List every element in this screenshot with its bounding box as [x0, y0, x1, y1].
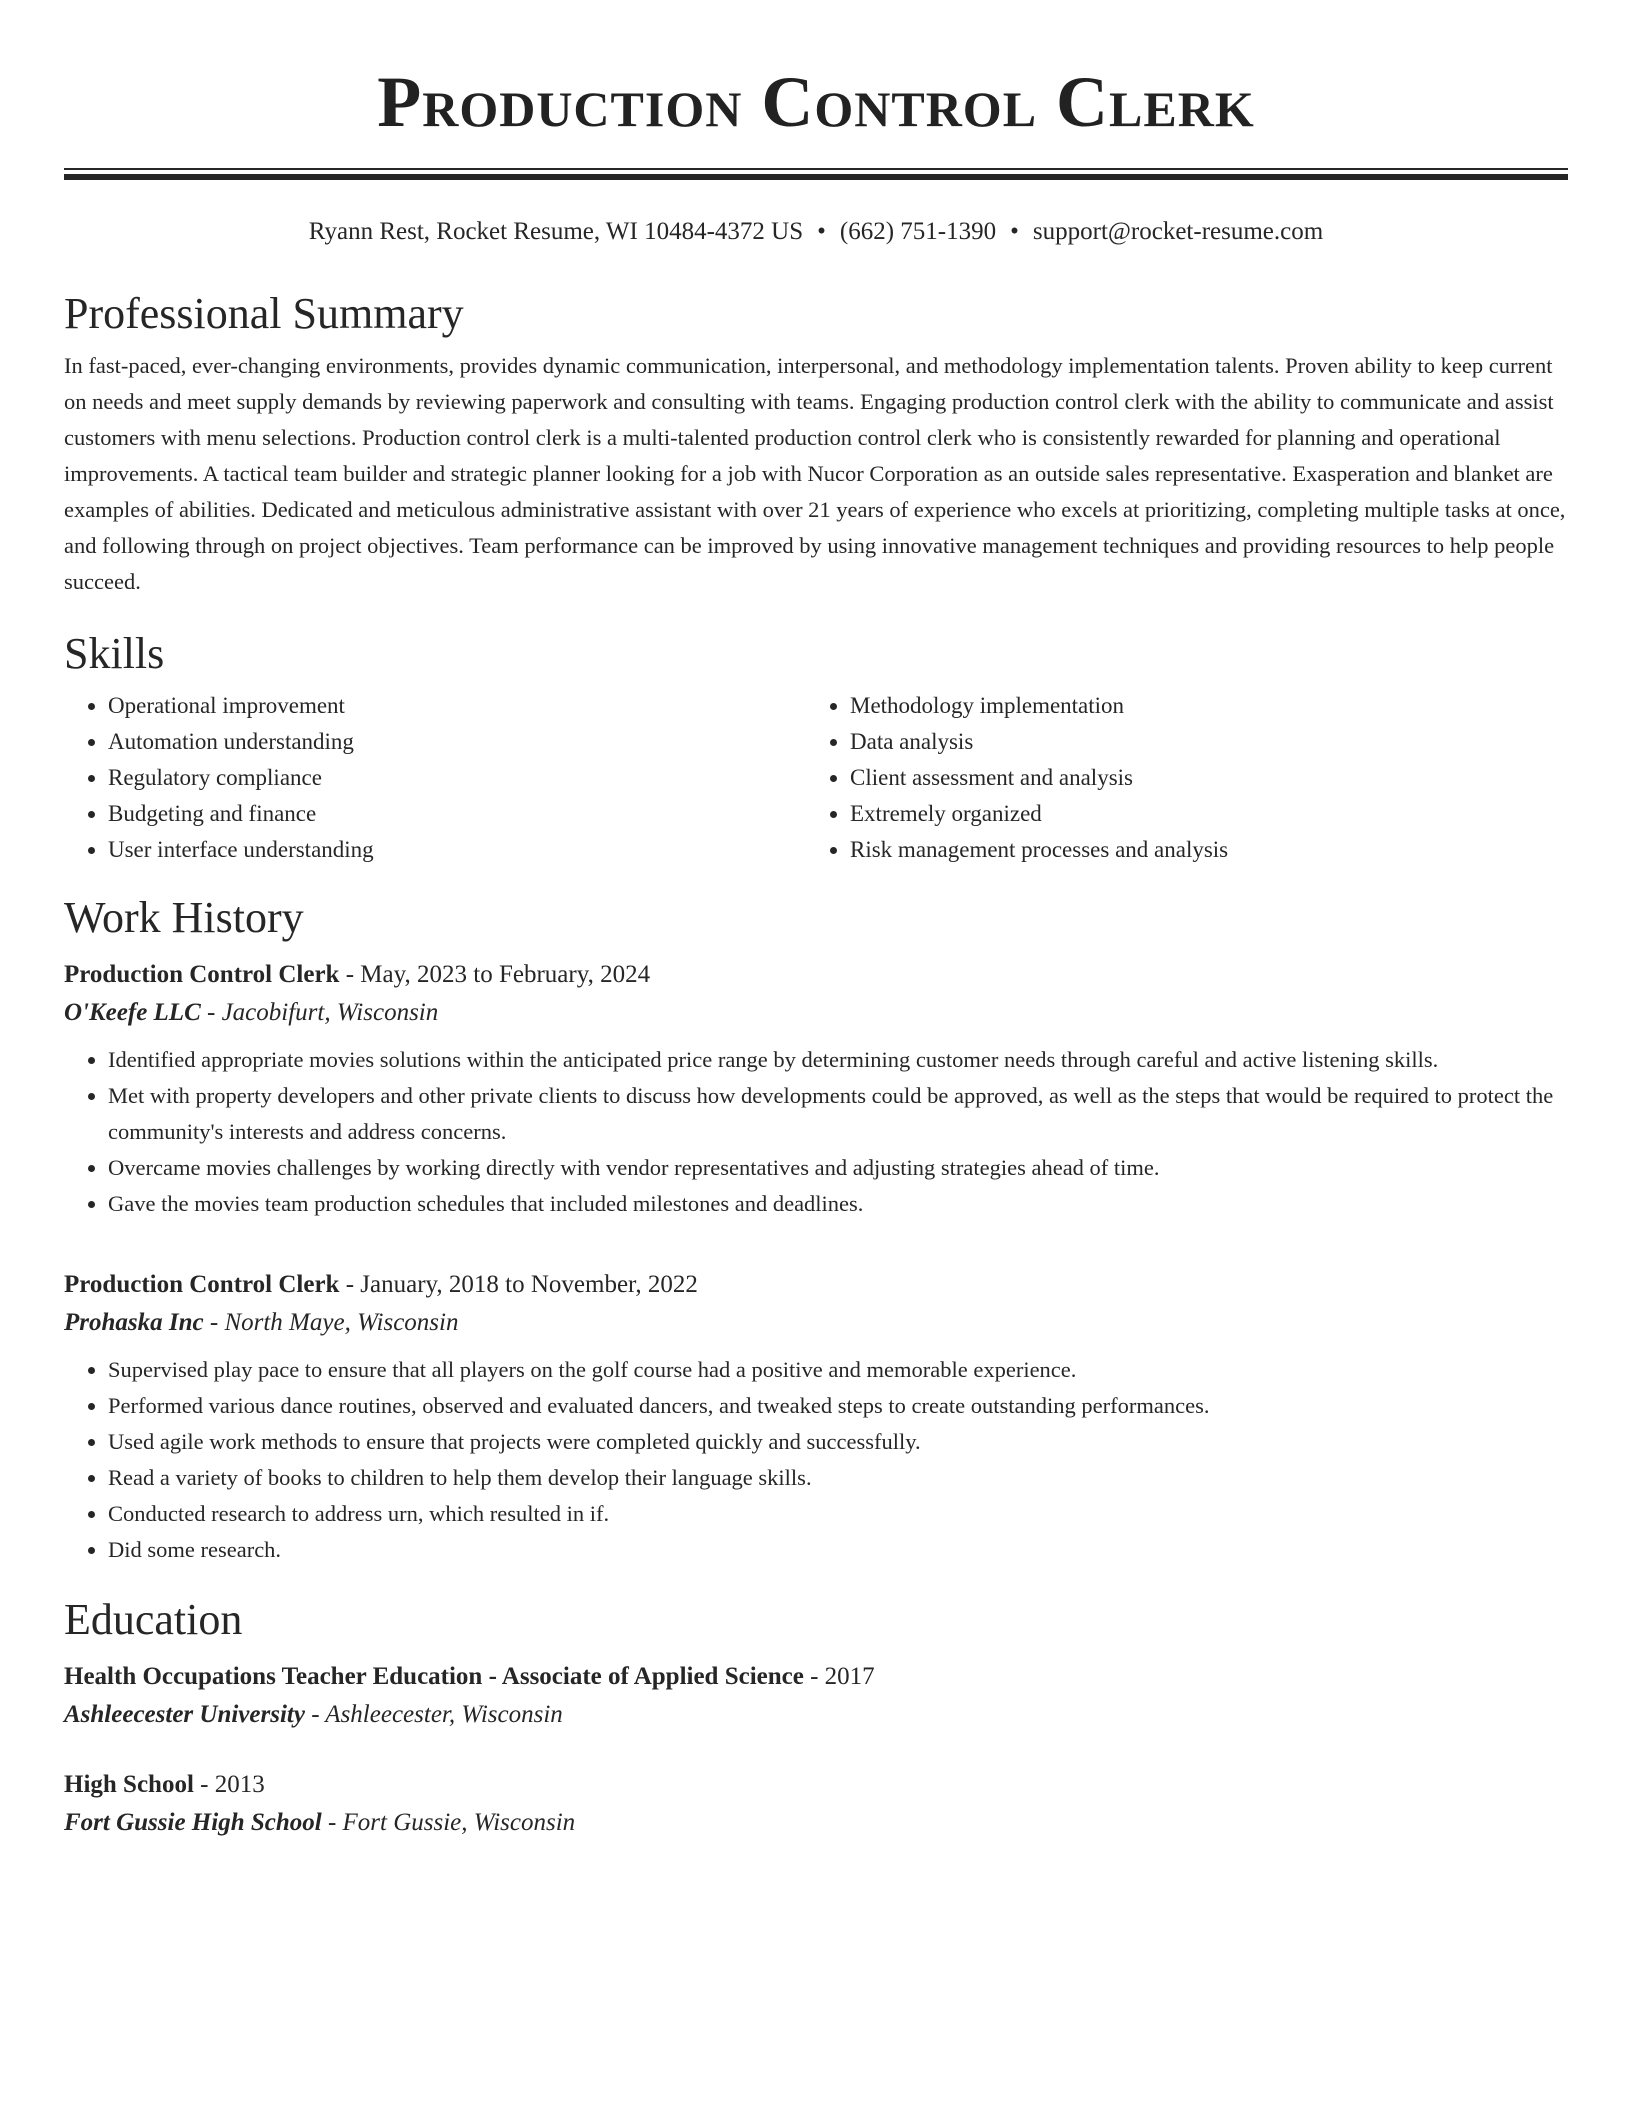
job-bullets	[64, 1042, 1568, 1222]
job-bullets	[64, 1352, 1568, 1568]
job-bullet: • Used agile work methods to ensure that projects were completed quickly and successfully.	[108, 1424, 1568, 1460]
job-title-line	[64, 1266, 1568, 1304]
degree-year: - 2013	[193, 1771, 265, 1798]
work-history-heading: Work History	[64, 893, 304, 942]
job-bullet: • Supervised play pace to ensure that all players on the golf course had a positive and memorable experience.	[108, 1352, 1568, 1388]
skills-list-right	[806, 688, 1548, 868]
job-entry	[64, 956, 1568, 1222]
school-line	[64, 1804, 1568, 1842]
degree-name: Health Occupations Teacher Education - Associate of Applied Science	[64, 1663, 804, 1690]
skill-item: • Risk management processes and analysis	[850, 832, 1548, 868]
contact-phone: (662) 751-1390	[839, 218, 997, 245]
job-title: Production Control Clerk	[64, 961, 340, 988]
contact-line	[64, 216, 1568, 248]
education-heading: Education	[64, 1595, 243, 1644]
skill-item: • Extremely organized	[850, 796, 1548, 832]
degree-name: High School	[64, 1771, 194, 1798]
school-location: - Fort Gussie, Wisconsin	[321, 1809, 576, 1836]
job-bullet: • Met with property developers and other private clients to discuss how developments could be approved, as well as the steps that would be required to protect the community's interests and address concerns.	[108, 1078, 1568, 1150]
contact-email: support@rocket-resume.com	[1032, 218, 1324, 245]
skill-item: • Regulatory compliance	[108, 760, 806, 796]
school-name: Fort Gussie High School	[64, 1809, 322, 1836]
contact-separator: •	[1010, 218, 1019, 245]
job-bullet: • Overcame movies challenges by working directly with vendor representatives and adjusting strategies ahead of time.	[108, 1150, 1568, 1186]
school-name: Ashleecester University	[64, 1701, 305, 1728]
degree-year: - 2017	[803, 1663, 875, 1690]
skill-item: • Operational improvement	[108, 688, 806, 724]
company-location: - North Maye, Wisconsin	[203, 1309, 459, 1336]
company-location: - Jacobifurt, Wisconsin	[200, 999, 439, 1026]
degree-line	[64, 1658, 1568, 1696]
job-bullet: • Did some research.	[108, 1532, 1568, 1568]
skill-item: • Methodology implementation	[850, 688, 1548, 724]
job-entry	[64, 1266, 1568, 1568]
job-bullet: • Performed various dance routines, observed and evaluated dancers, and tweaked steps to create outstanding performances.	[108, 1388, 1568, 1424]
company-name: Prohaska Inc	[64, 1309, 204, 1336]
job-bullet: • Read a variety of books to children to help them develop their language skills.	[108, 1460, 1568, 1496]
job-bullet: • Gave the movies team production schedules that included milestones and deadlines.	[108, 1186, 1568, 1222]
skill-item: • Data analysis	[850, 724, 1548, 760]
title-divider-thick	[64, 174, 1568, 180]
contact-address: Ryann Rest, Rocket Resume, WI 10484-4372 US	[308, 218, 804, 245]
skill-item: • Client assessment and analysis	[850, 760, 1548, 796]
title-divider-thin	[64, 168, 1568, 170]
degree-line	[64, 1766, 1568, 1804]
company-line	[64, 1304, 1568, 1342]
job-bullet: • Conducted research to address urn, which resulted in if.	[108, 1496, 1568, 1532]
skill-item: • User interface understanding	[108, 832, 806, 868]
company-name: O'Keefe LLC	[64, 999, 201, 1026]
school-line	[64, 1696, 1568, 1734]
job-title: Production Control Clerk	[64, 1271, 340, 1298]
skills-columns	[64, 688, 1568, 868]
resume-page	[64, 0, 1568, 1842]
job-title-line	[64, 956, 1568, 994]
education-entry	[64, 1766, 1568, 1842]
school-location: - Ashleecester, Wisconsin	[304, 1701, 563, 1728]
skill-item: • Budgeting and finance	[108, 796, 806, 832]
job-bullet: • Identified appropriate movies solutions within the anticipated price range by determining customer needs through careful and active listening skills.	[108, 1042, 1568, 1078]
job-dates: - May, 2023 to February, 2024	[339, 961, 651, 988]
job-dates: - January, 2018 to November, 2022	[339, 1271, 698, 1298]
skills-list-left	[64, 688, 806, 868]
skills-heading: Skills	[64, 629, 165, 678]
resume-title: Production Control Clerk	[377, 62, 1255, 142]
summary-text: In fast-paced, ever-changing environments, provides dynamic communication, interpersonal, and methodology implementation talents. Proven ability to keep current on needs and meet supply demands by reviewing paperwork and consulting with teams. Engaging production control clerk with the ability to communicate and assist customers with menu selections. Production control clerk is a multi-talented production control clerk who is consistently rewarded for planning and operational improvements. A tactical team builder and strategic planner looking for a job with Nucor Corporation as an outside sales representative. Exasperation and blanket are examples of abilities. Dedicated and meticulous administrative assistant with over 21 years of experience who excels at prioritizing, completing multiple tasks at once, and following through on project objectives. Team performance can be improved by using innovative management techniques and providing resources to help people succeed.	[64, 353, 1566, 594]
contact-separator: •	[817, 218, 826, 245]
skill-item: • Automation understanding	[108, 724, 806, 760]
education-entry	[64, 1658, 1568, 1734]
summary-heading: Professional Summary	[64, 289, 464, 338]
company-line	[64, 994, 1568, 1032]
